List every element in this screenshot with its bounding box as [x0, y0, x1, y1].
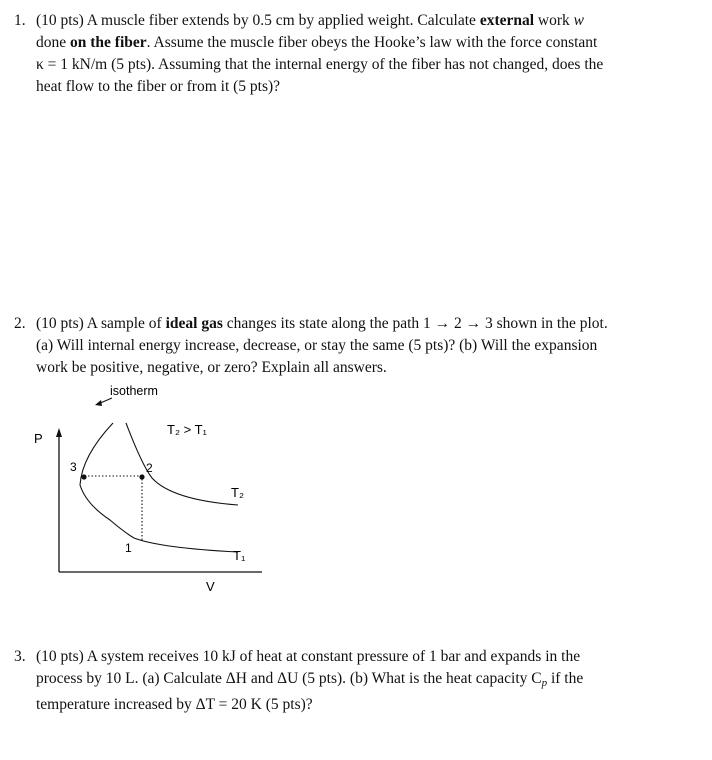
problem-text	[36, 646, 698, 716]
p-axis-label: P	[34, 431, 43, 446]
point-3-label: 3	[70, 460, 77, 474]
problem-number: 3.	[14, 648, 26, 665]
text-line: temperature increased by ΔT = 20 K (5 pts)?	[36, 696, 313, 713]
steep-curve	[80, 423, 134, 538]
isotherm-t1-curve	[134, 538, 238, 552]
text-line: (10 pts) A muscle fiber extends by 0.5 cm by applied weight. Calculate external work w	[36, 12, 584, 29]
point-3	[81, 474, 86, 479]
point-2	[139, 474, 144, 479]
t1-label: T₁	[233, 548, 246, 563]
point-1-label: 1	[125, 541, 132, 555]
text-line: process by 10 L. (a) Calculate ΔH and ΔU (5 pts). (b) What is the heat capacity $C_p$ if the	[36, 670, 584, 689]
isotherm-label: isotherm	[110, 384, 158, 398]
v-axis-label: V	[206, 579, 215, 594]
problem-number: 1.	[14, 12, 26, 29]
problem-text	[36, 313, 698, 379]
text-line: (10 pts) A sample of ideal gas changes its state along the path 1 → 2 → 3 shown in the plot.	[36, 315, 608, 332]
temperature-relation-label: T₂ > T₁	[167, 422, 207, 437]
problem-1	[14, 10, 698, 98]
text-line: done on the fiber. Assume the muscle fiber obeys the Hooke’s law with the force constant	[36, 34, 598, 51]
p-axis-arrow	[56, 428, 62, 437]
text-line: κ = 1 kN/m (5 pts). Assuming that the internal energy of the fiber has not changed, does the	[36, 56, 604, 73]
problem-text	[36, 10, 698, 98]
isotherm-arrowhead	[95, 400, 102, 406]
text-line: heat flow to the fiber or from it (5 pts)?	[36, 78, 281, 95]
text-line: work be positive, negative, or zero? Explain all answers.	[36, 359, 387, 376]
point-2-label: 2	[146, 461, 153, 475]
t2-label: T₂	[231, 485, 244, 500]
problem-number: 2.	[14, 315, 26, 332]
text-line: (a) Will internal energy increase, decrease, or stay the same (5 pts)? (b) Will the expansion	[36, 337, 598, 354]
problem-3	[14, 646, 698, 716]
text-line: (10 pts) A system receives 10 kJ of heat at constant pressure of 1 bar and expands in the	[36, 648, 581, 665]
pv-diagram	[0, 378, 300, 598]
problem-2	[14, 313, 698, 379]
